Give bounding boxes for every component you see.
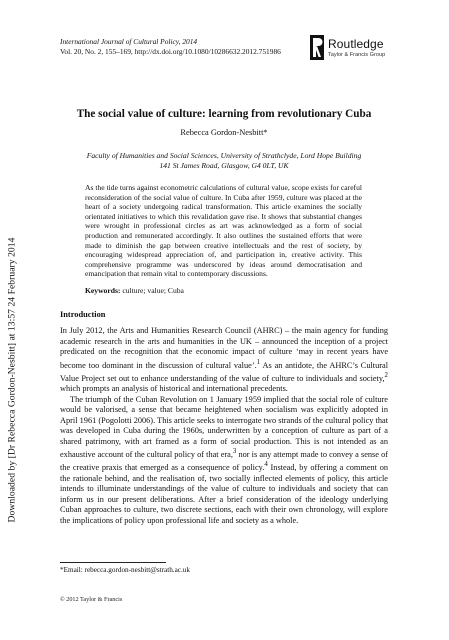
- routledge-r-logo-icon: [310, 35, 324, 60]
- paragraph-1: In July 2012, the Arts and Humanities Research Council (AHRC) – the main agency for funding academic research in the arts and humanities in the UK – announced the inception of a project predicated on the recognition that the economic impact of culture ‘may in recent years have become too dominant in the discussion of cultural value’.$^1$ As an antidote, the AHRC’s Cultural Value Project set out to enhance understanding of the value of culture to individuals and society,$^2$ which prompts an analysis of historical and international precedents.: [60, 326, 388, 394]
- journal-header: [60, 37, 281, 57]
- footnote-ref-1[interactable]: 1: [256, 358, 261, 366]
- download-watermark: [5, 130, 19, 630]
- keywords-value: culture; value; Cuba: [122, 286, 184, 295]
- journal-citation[interactable]: Vol. 20, No. 2, 155–169, http://dx.doi.org/10.1080/10286632.2012.751986: [60, 47, 281, 56]
- keywords: [85, 286, 362, 295]
- article-title: The social value of culture: learning from revolutionary Cuba: [76, 108, 372, 120]
- affiliation-line-2: 141 St James Road, Glasgow, G4 0LT, UK: [159, 161, 289, 170]
- abstract-text: As the tide turns against econometric calculations of cultural value, scope exists for careful reconsideration of the social value of culture. In Cuba after 1959, culture was placed at the heart of a society undergoing radical transformation. This article examines the socially orientated initiatives to which this revalidation gave rise. It shows that substantial changes were wrought in professional circles as art was acknowledged as a form of social production and remunerated accordingly. It also outlines the sustained efforts that were made to diminish the gap between creative intellectuals and the rest of society, by encouraging widespread appreciation of, and participation in, creative activity. This comprehensive programme was underscored by ideas around democratisation and emancipation that remain vital to contemporary discussions.: [85, 183, 362, 279]
- author-affiliation: [60, 151, 388, 171]
- affiliation-line-1: Faculty of Humanities and Social Sciences, University of Strathclyde, Lord Hope Building: [86, 151, 362, 160]
- introduction-body: [60, 326, 388, 526]
- paragraph-2: The triumph of the Cuban Revolution on 1 January 1959 implied that the social role of culture would be valorised, a sense that became heightened when socialism was explicitly adopted in April 1961 (Pogolotti 2006). This article seeks to interrogate two strands of the cultural policy that was developed in Cuba during the 1960s, underwritten by a conception of culture as part of a shared patrimony, with art framed as a form of social production. This is not intended as an exhaustive account of the cultural policy of that era,$^3$ nor is any attempt made to convey a sense of the creative praxis that emerged as a consequence of policy.$^4$ Instead, by offering a comment on the rationale behind, and the realisation of, two socially inflected elements of policy, this article intends to illuminate understandings of the value of culture to individuals and society that can inform us in our present deliberations. After a brief consideration of the ideology underlying Cuban approaches to culture, two discrete sections, each with their own chronology, will explore the implications of policy upon professional life and society as a whole.: [60, 394, 388, 525]
- footnote-ref-4[interactable]: 4: [264, 461, 268, 469]
- author-email-footnote[interactable]: *Email: rebecca.gordon-nesbitt@strath.ac.uk: [60, 566, 190, 574]
- publisher-name: Routledge: [328, 37, 384, 51]
- journal-name: International Journal of Cultural Policy, 2014: [60, 37, 198, 46]
- article-author: Rebecca Gordon-Nesbitt*: [180, 128, 268, 137]
- publisher-tagline: Taylor & Francis Group: [328, 52, 386, 58]
- footnote-divider: [60, 562, 166, 563]
- download-note: Downloaded by [Dr Rebecca Gordon-Nesbitt] at 13:57 24 February 2014: [6, 237, 18, 523]
- abstract: [85, 183, 362, 279]
- section-heading-introduction: Introduction: [60, 310, 106, 319]
- copyright-notice: © 2012 Taylor & Francis: [60, 596, 123, 603]
- keywords-label: Keywords:: [85, 286, 121, 295]
- footnote-ref-2[interactable]: 2: [384, 371, 388, 379]
- footnote-ref-3[interactable]: 3: [232, 448, 237, 456]
